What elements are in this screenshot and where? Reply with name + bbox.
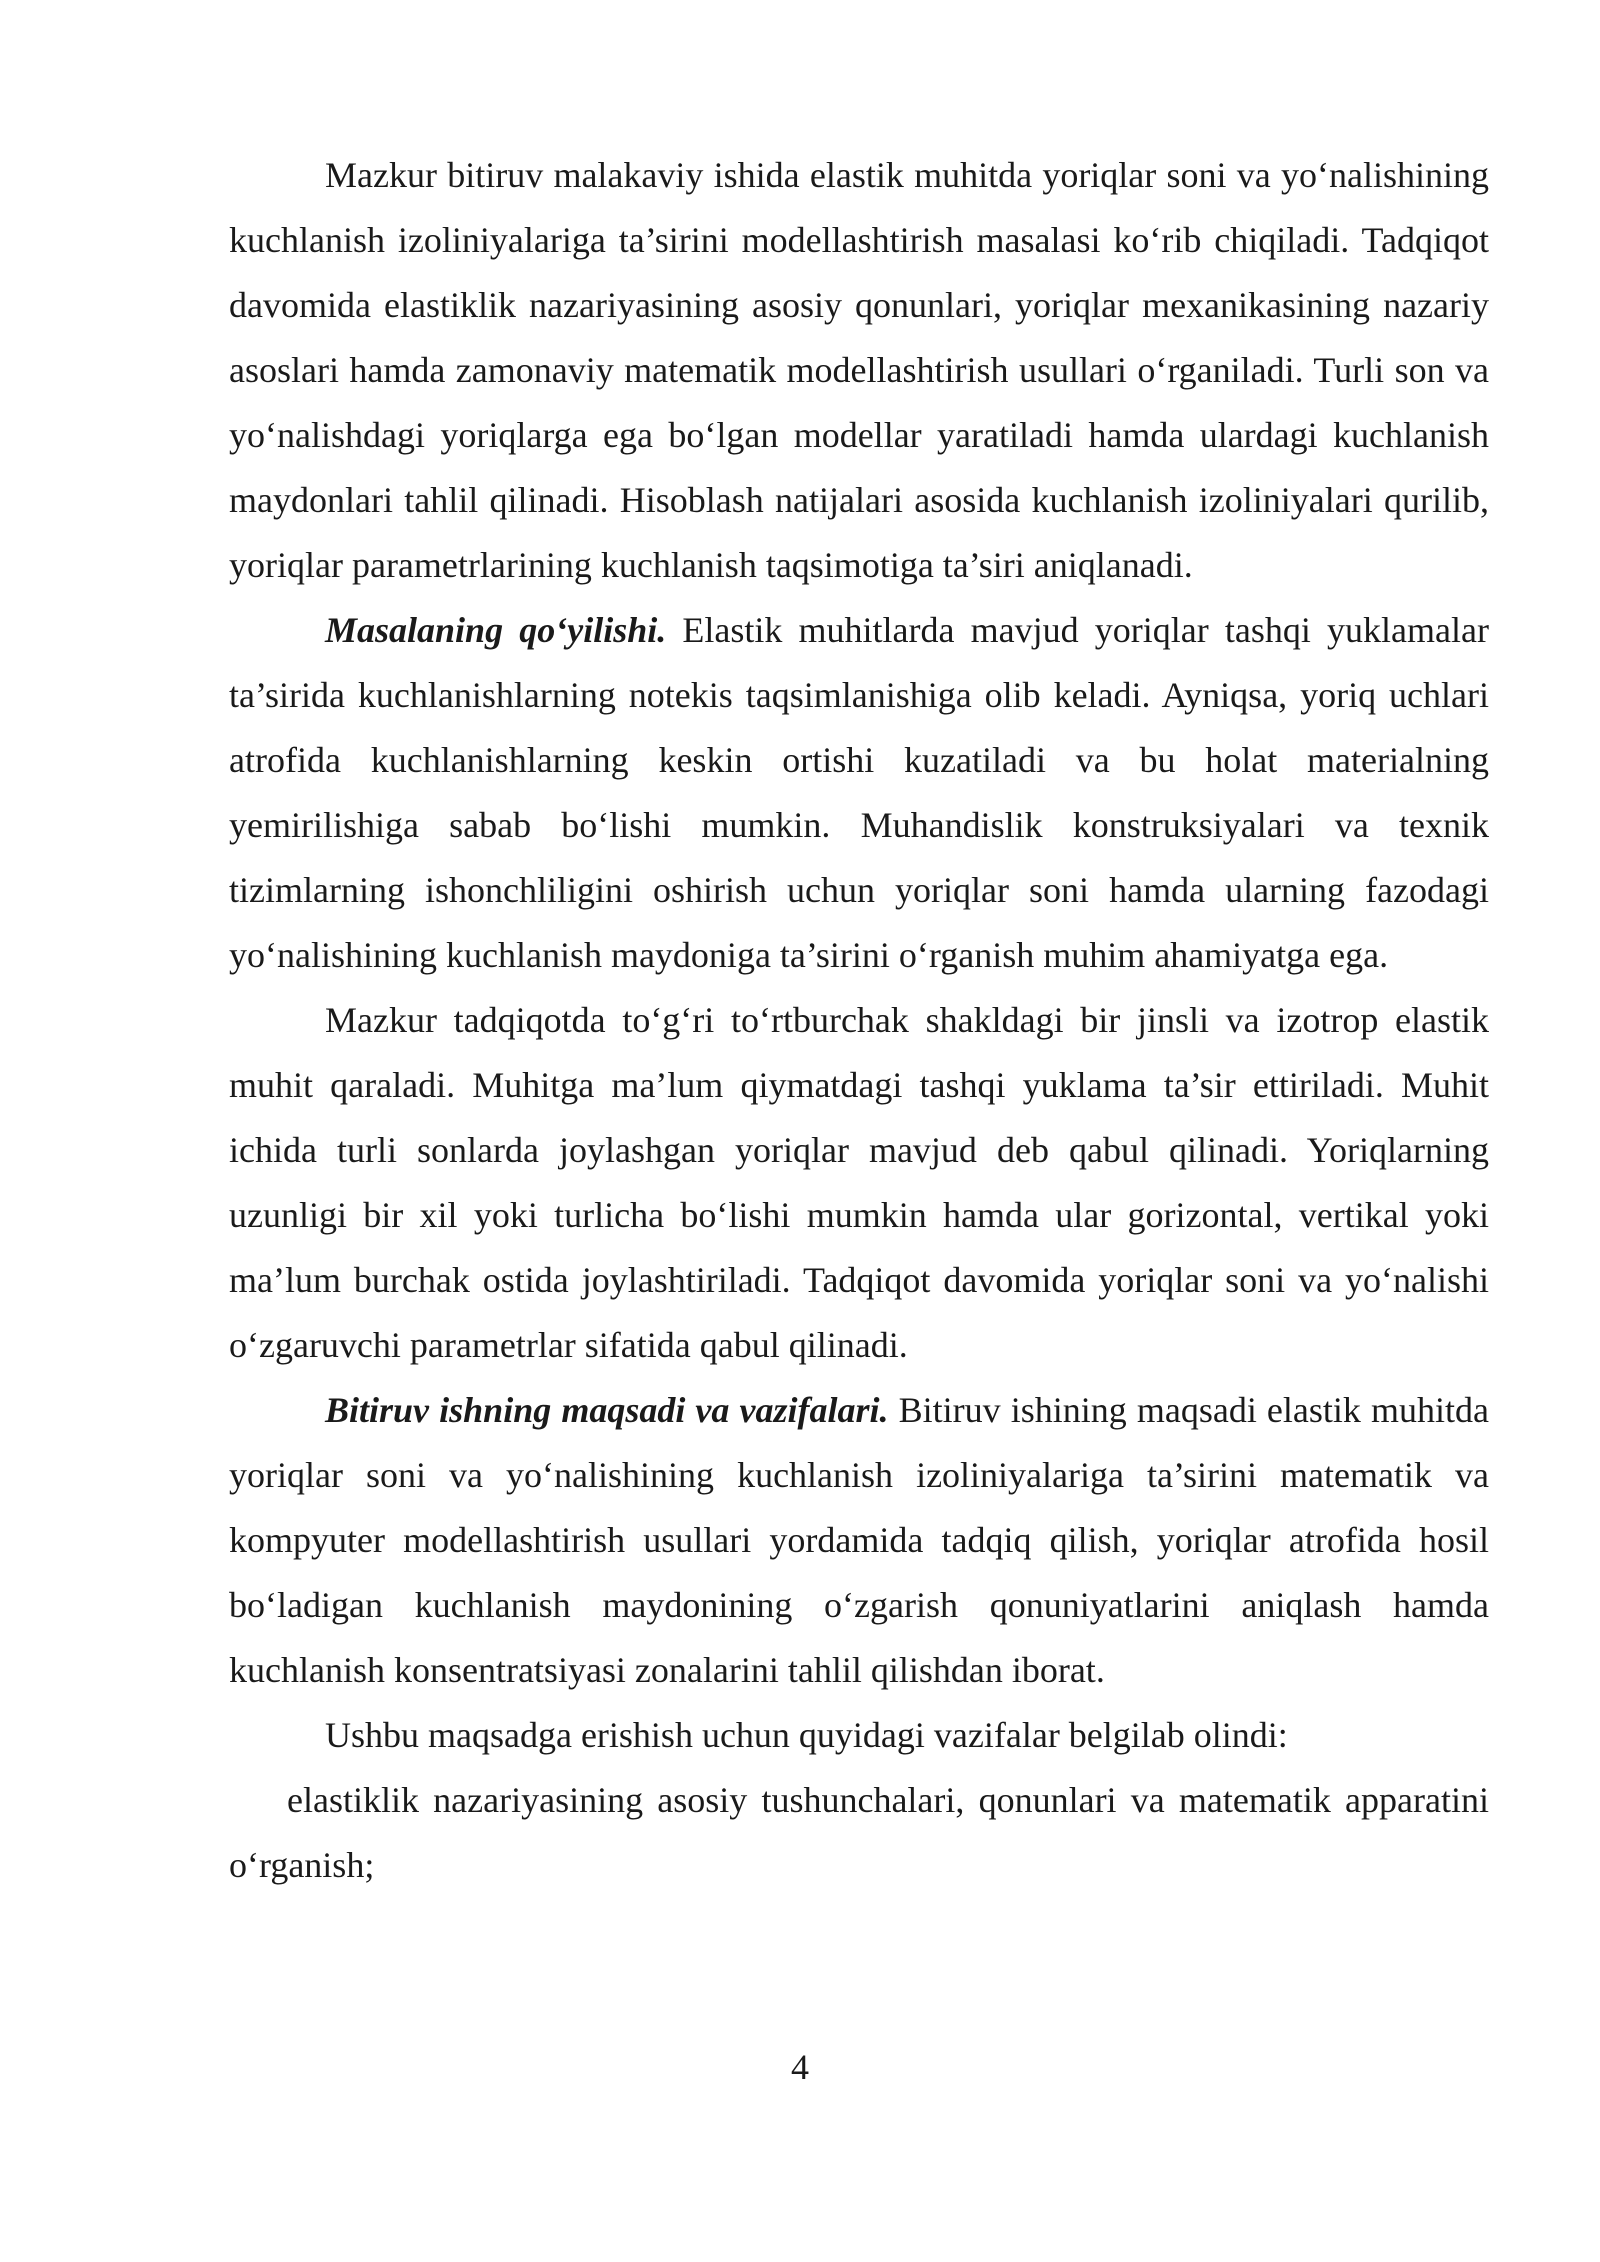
paragraph-text: Ushbu maqsadga erishish uchun quyidagi vazifalar belgilab olindi: [325, 1715, 1288, 1755]
paragraph-text: Mazkur bitiruv malakaviy ishida elastik muhitda yoriqlar soni va yo‘nalishining kuchlanish izoliniyalariga ta’sirini modellashtirish masalasi ko‘rib chiqiladi. Tadqiqot davomida elastiklik nazariyasining asosiy qonunlari, yoriqlar mexanikasining nazariy asoslari hamda zamonaviy matematik modellashtirish usullari o‘rganiladi. Turli son va yo‘nalishdagi yoriqlarga ega bo‘lgan modellar yaratiladi hamda ulardagi kuchlanish maydonlari tahlil qilinadi. Hisoblash natijalari asosida kuchlanish izoliniyalari qurilib, yoriqlar parametrlarining kuchlanish taqsimotiga ta’siri aniqlanadi. [229, 155, 1489, 585]
paragraph-text: Mazkur tadqiqotda to‘g‘ri to‘rtburchak shakldagi bir jinsli va izotrop elastik muhit qaraladi. Muhitga ma’lum qiymatdagi tashqi yuklama ta’sir ettiriladi. Muhit ichida turli sonlarda joylashgan yoriqlar mavjud deb qabul qilinadi. Yoriqlarning uzunligi bir xil yoki turlicha bo‘lishi mumkin hamda ular gorizontal, vertikal yoki ma’lum burchak ostida joylashtiriladi. Tadqiqot davomida yoriqlar soni va yo‘nalishi o‘zgaruvchi parametrlar sifatida qabul qilinadi. [229, 1000, 1489, 1365]
paragraph-tasks-intro [229, 1703, 1489, 1768]
run-in-heading: Bitiruv ishning maqsadi va vazifalari. [325, 1390, 889, 1430]
paragraph-text: Bitiruv ishining maqsadi elastik muhitda yoriqlar soni va yo‘nalishining kuchlanish izoliniyalariga ta’sirini matematik va kompyuter modellashtirish usullari yordamida tadqiq qilish, yoriqlar atrofida hosil bo‘ladigan kuchlanish maydonining o‘zgarish qonuniyatlarini aniqlash hamda kuchlanish konsentratsiyasi zonalarini tahlil qilishdan iborat. [229, 1390, 1489, 1690]
paragraph-text: Elastik muhitlarda mavjud yoriqlar tashqi yuklamalar ta’sirida kuchlanishlarning notekis taqsimlanishiga olib keladi. Ayniqsa, yoriq uchlari atrofida kuchlanishlarning keskin ortishi kuzatiladi va bu holat materialning yemirilishiga sabab bo‘lishi mumkin. Muhandislik konstruksiyalari va texnik tizimlarning ishonchliligini oshirish uchun yoriqlar soni hamda ularning fazodagi yo‘nalishining kuchlanish maydoniga ta’sirini o‘rganish muhim ahamiyatga ega. [229, 610, 1489, 975]
list-item-text: elastiklik nazariyasining asosiy tushunchalari, qonunlari va matematik apparatini o‘rganish; [229, 1780, 1489, 1885]
page-number: 4 [791, 2047, 809, 2087]
run-in-heading: Masalaning qo‘yilishi. [325, 610, 667, 650]
paragraph-problem-statement [229, 598, 1489, 988]
body-text [229, 143, 1489, 1898]
list-item [229, 1768, 1489, 1898]
paragraph-goals [229, 1378, 1489, 1703]
paragraph-intro [229, 143, 1489, 598]
paragraph-model-description [229, 988, 1489, 1378]
